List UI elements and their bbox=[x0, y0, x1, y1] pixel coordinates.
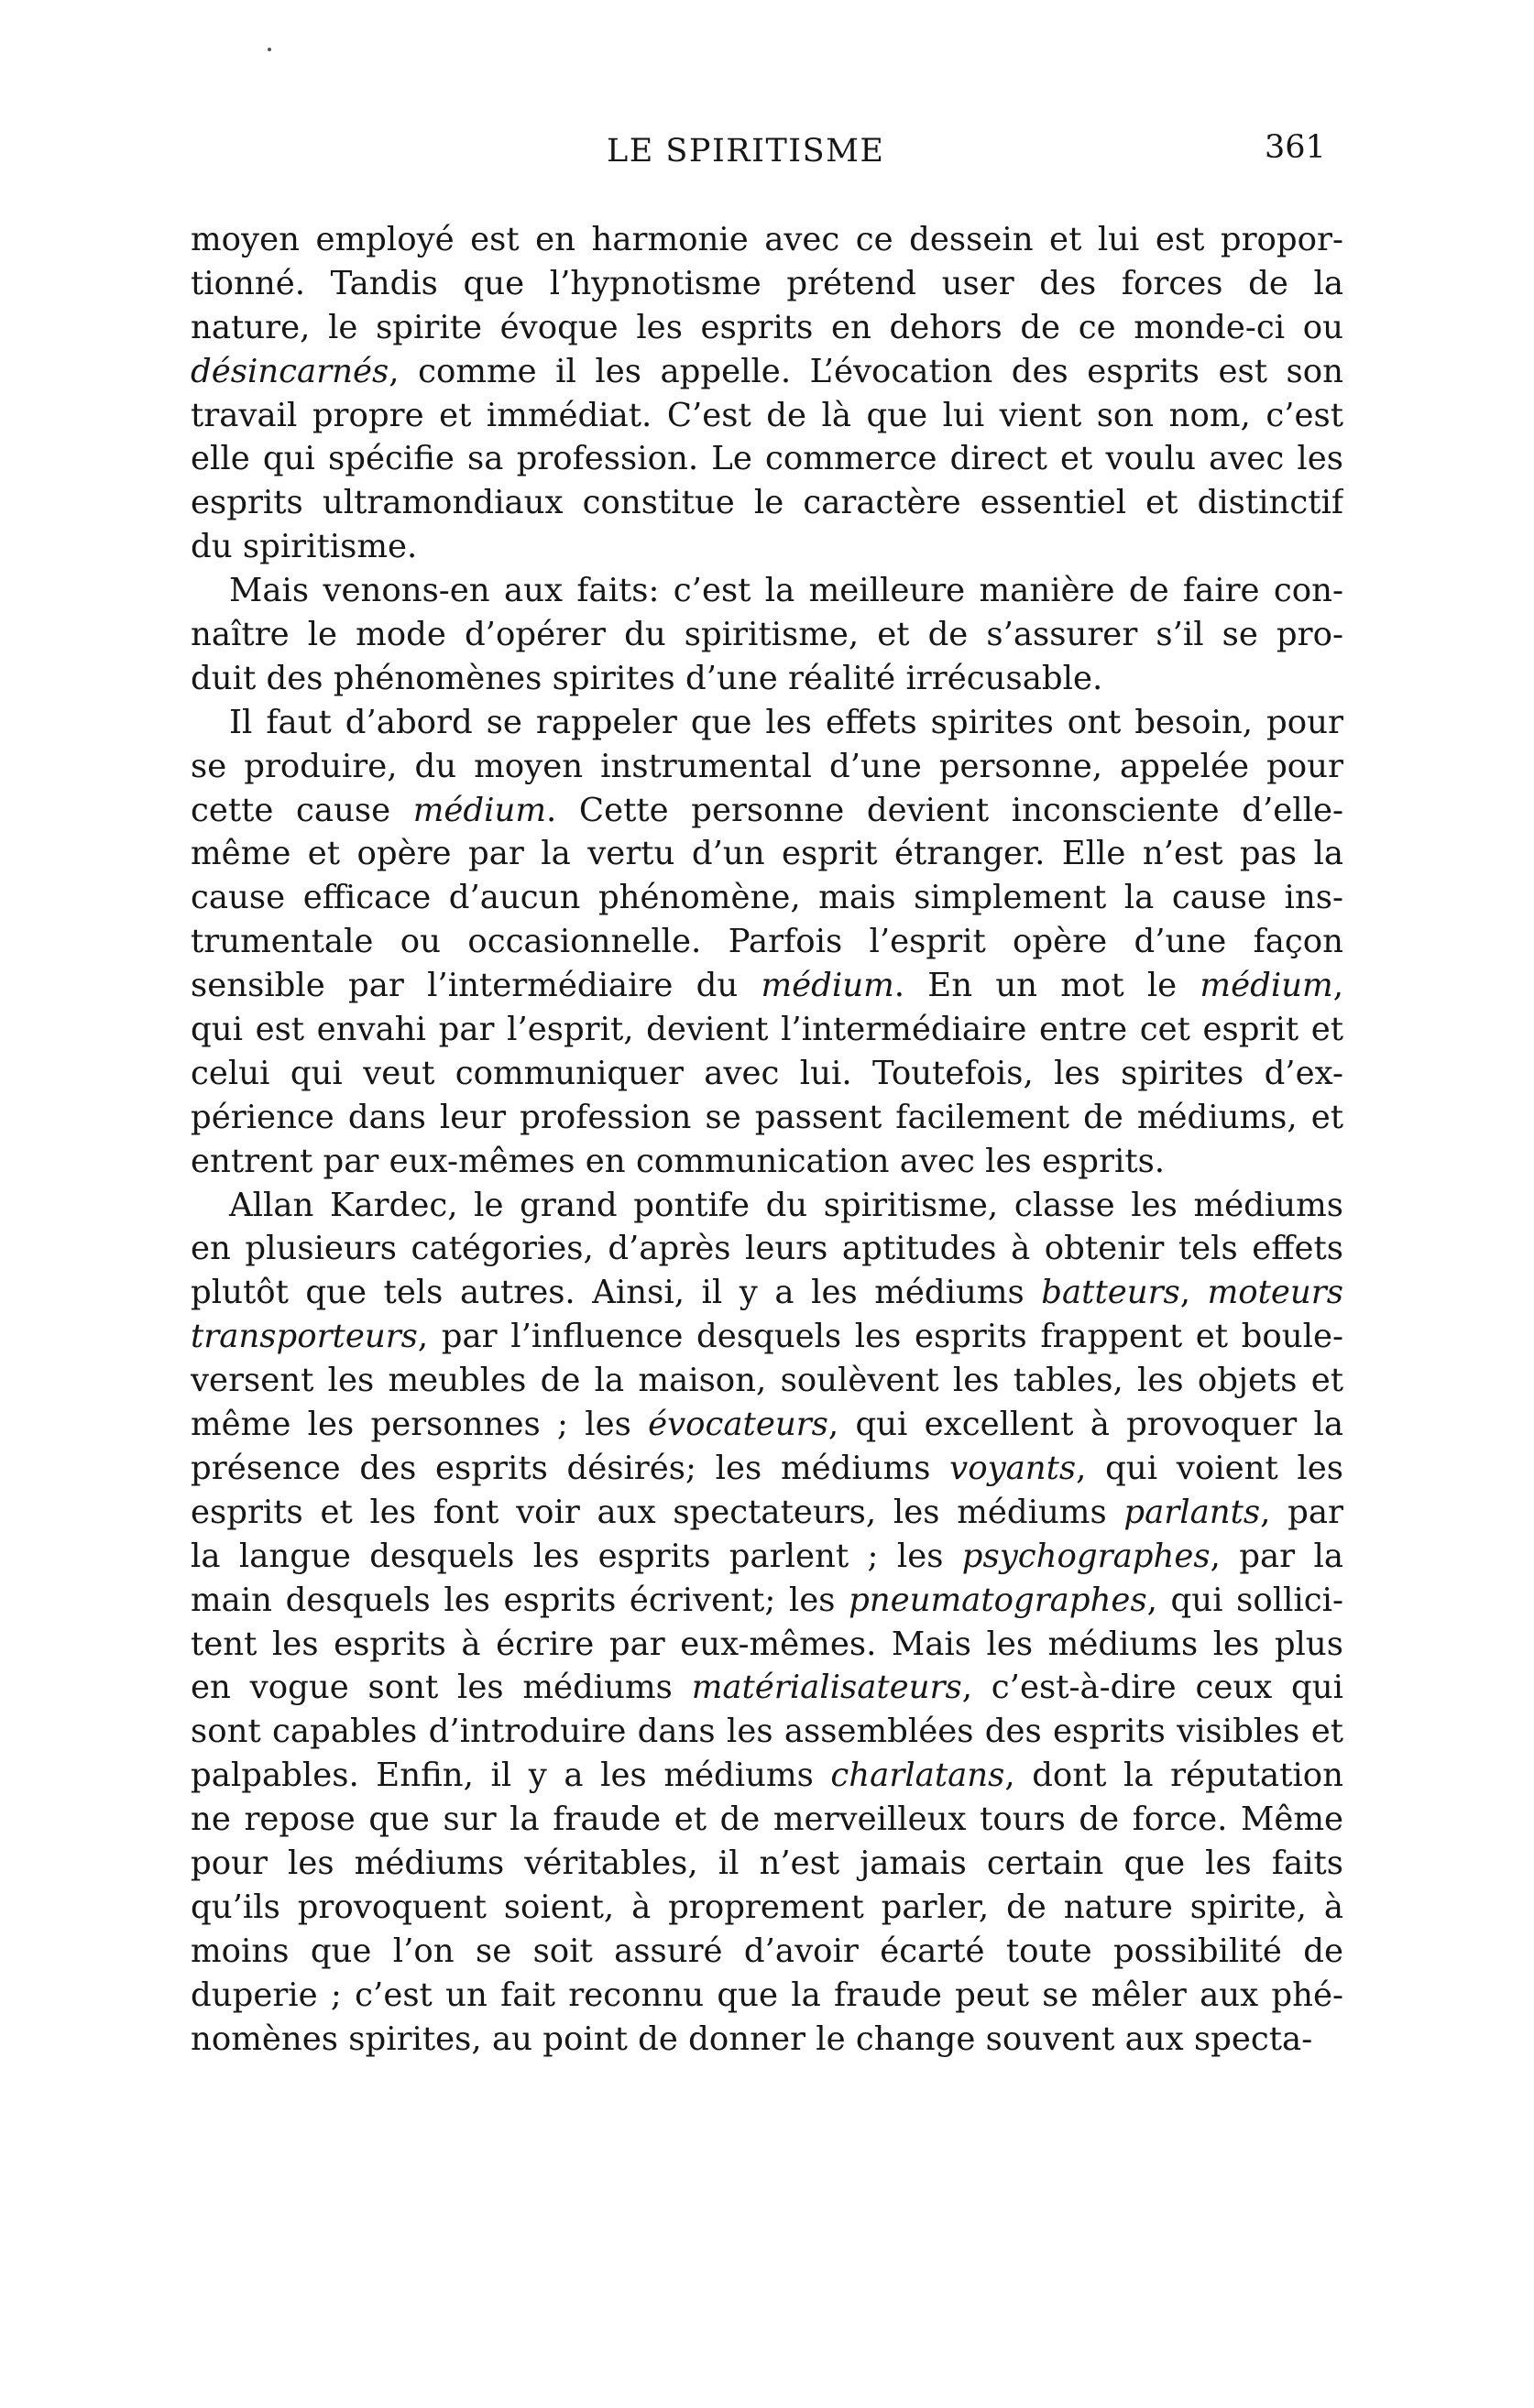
text-line: désincarnés, comme il les appelle. L’évocation des esprits est son bbox=[191, 352, 1343, 390]
text-line: versent les meubles de la maison, soulèvent les tables, les objets et bbox=[191, 1362, 1343, 1400]
text-line: ne repose que sur la fraude et de merveilleux tours de force. Même bbox=[191, 1801, 1343, 1839]
text-line: tionné. Tandis que l’hypnotisme prétend user des forces de la bbox=[191, 264, 1343, 302]
paragraph bbox=[191, 701, 1343, 1184]
text-line: moyen employé est en harmonie avec ce dessein et lui est propor- bbox=[191, 221, 1343, 258]
text-line: périence dans leur profession se passent facilement de médiums, et bbox=[191, 1098, 1343, 1136]
text-line: même les personnes ; les évocateurs, qui excellent à provoquer la bbox=[191, 1406, 1343, 1444]
text-line: se produire, du moyen instrumental d’une personne, appelée pour bbox=[191, 747, 1343, 785]
text-line: celui qui veut communiquer avec lui. Toutefois, les spirites d’ex- bbox=[191, 1054, 1343, 1092]
text-line: esprits ultramondiaux constitue le caractère essentiel et distinctif bbox=[191, 484, 1343, 522]
text-line: naître le mode d’opérer du spiritisme, et de s’assurer s’il se pro- bbox=[191, 616, 1343, 654]
text-line: la langue desquels les esprits parlent ; les psychographes, par la bbox=[191, 1537, 1343, 1575]
text-line: cause efficace d’aucun phénomène, mais simplement la cause ins- bbox=[191, 879, 1343, 917]
text-line: qu’ils provoquent soient, à proprement parler, de nature spirite, à bbox=[191, 1888, 1343, 1926]
text-line: main desquels les esprits écrivent; les pneumatographes, qui sollici- bbox=[191, 1581, 1343, 1619]
text-line: sensible par l’intermédiaire du médium. En un mot le médium, bbox=[191, 967, 1343, 1005]
text-line: tent les esprits à écrire par eux-mêmes. Mais les médiums les plus bbox=[191, 1625, 1343, 1663]
text-line: qui est envahi par l’esprit, devient l’intermédiaire entre cet esprit et bbox=[191, 1011, 1343, 1049]
text-line: même et opère par la vertu d’un esprit étranger. Elle n’est pas la bbox=[191, 835, 1343, 873]
page-number: 361 bbox=[1265, 129, 1326, 166]
text-line: palpables. Enfin, il y a les médiums charlatans, dont la réputation bbox=[191, 1757, 1343, 1795]
text-line: duit des phénomènes spirites d’une réalité irrécusable. bbox=[191, 659, 1103, 697]
paragraph bbox=[191, 1184, 1343, 2062]
text-line: Il faut d’abord se rappeler que les effets spirites ont besoin, pour bbox=[229, 703, 1343, 741]
text-line: entrent par eux-mêmes en communication avec les esprits. bbox=[191, 1142, 1166, 1180]
text-line: Mais venons-en aux faits: c’est la meilleure manière de faire con- bbox=[229, 572, 1343, 610]
text-line: moins que l’on se soit assuré d’avoir écarté toute possibilité de bbox=[191, 1932, 1343, 1970]
text-line: travail propre et immédiat. C’est de là que lui vient son nom, c’est bbox=[191, 396, 1343, 434]
running-header bbox=[0, 129, 1534, 188]
text-line: duperie ; c’est un fait reconnu que la fraude peut se mêler aux phé- bbox=[191, 1976, 1343, 2014]
text-line: trumentale ou occasionnelle. Parfois l’esprit opère d’une façon bbox=[191, 923, 1343, 961]
text-line: du spiritisme. bbox=[191, 528, 418, 566]
text-line: Allan Kardec, le grand pontife du spiritisme, classe les médiums bbox=[229, 1186, 1343, 1224]
body-text bbox=[191, 218, 1343, 2061]
text-line: présence des esprits désirés; les médiums voyants, qui voient les bbox=[191, 1449, 1343, 1487]
text-line: nomènes spirites, au point de donner le change souvent aux specta- bbox=[191, 2019, 1313, 2058]
paragraph bbox=[191, 218, 1343, 569]
running-title: LE SPIRITISME bbox=[607, 133, 885, 170]
text-line: nature, le spirite évoque les esprits en dehors de ce monde-ci ou bbox=[191, 308, 1343, 346]
text-line: elle qui spécifie sa profession. Le commerce direct et voulu avec les bbox=[191, 440, 1343, 478]
print-speck bbox=[268, 48, 271, 51]
text-line: cette cause médium. Cette personne devient inconsciente d’elle- bbox=[191, 791, 1343, 829]
text-line: pour les médiums véritables, il n’est jamais certain que les faits bbox=[191, 1844, 1343, 1882]
text-line: en vogue sont les médiums matérialisateurs, c’est-à-dire ceux qui bbox=[191, 1669, 1343, 1707]
text-line: sont capables d’introduire dans les assemblées des esprits visibles et bbox=[191, 1713, 1343, 1751]
paragraph bbox=[191, 569, 1343, 701]
text-line: plutôt que tels autres. Ainsi, il y a les médiums batteurs, moteurs bbox=[191, 1274, 1343, 1312]
text-line: esprits et les font voir aux spectateurs, les médiums parlants, par bbox=[191, 1493, 1343, 1531]
text-line: transporteurs, par l’influence desquels les esprits frappent et boule- bbox=[191, 1318, 1343, 1356]
text-line: en plusieurs catégories, d’après leurs aptitudes à obtenir tels effets bbox=[191, 1230, 1343, 1268]
